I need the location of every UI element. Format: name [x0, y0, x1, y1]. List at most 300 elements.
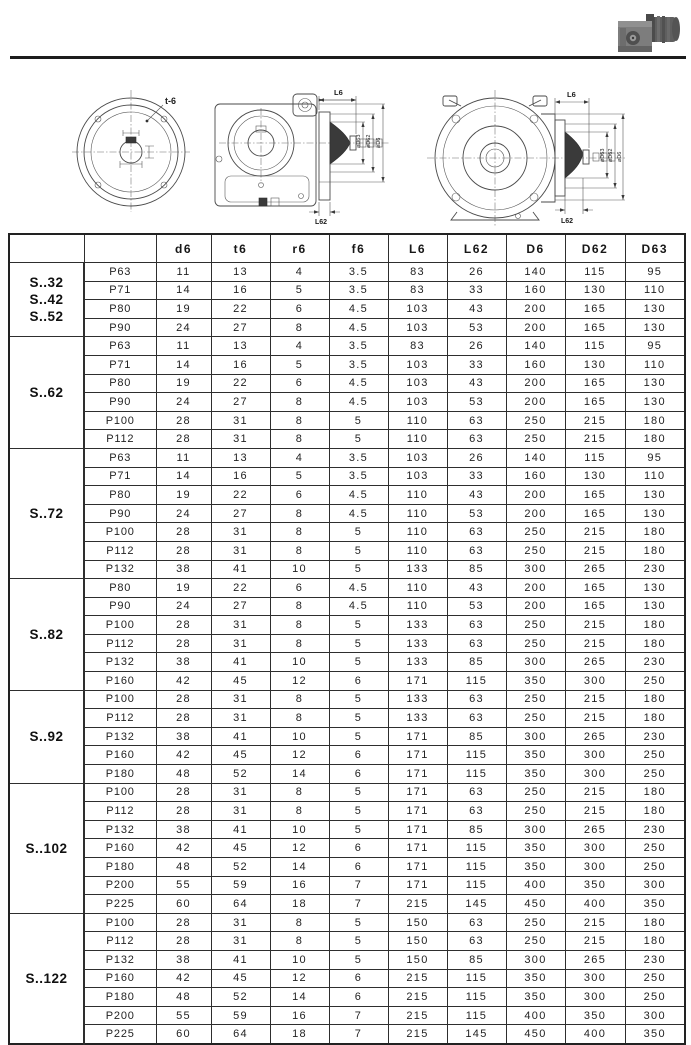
dimension-value-cell: 250 [506, 690, 565, 709]
table-row [9, 690, 685, 709]
header-row [9, 234, 685, 263]
dimension-value-cell: 165 [565, 504, 625, 523]
table-row [9, 616, 685, 635]
dimension-value-cell: 5 [329, 932, 388, 951]
table-row [9, 300, 685, 319]
motor-size-cell: P160 [84, 672, 156, 691]
dimension-value-cell: 110 [388, 579, 447, 598]
dimension-value-cell: 33 [447, 355, 506, 374]
dimension-value-cell: 180 [625, 913, 685, 932]
dimension-value-cell: 150 [388, 932, 447, 951]
dimension-value-cell: 215 [565, 913, 625, 932]
dimension-value-cell: 130 [625, 579, 685, 598]
dimension-value-cell: 5 [329, 783, 388, 802]
dimension-value-cell: 115 [565, 263, 625, 282]
dim-label-L6: L6 [334, 88, 343, 97]
dimension-value-cell: 300 [506, 727, 565, 746]
dimension-value-cell: 12 [270, 839, 329, 858]
dimension-value-cell: 8 [270, 541, 329, 560]
dimension-value-cell: 38 [156, 653, 211, 672]
table-row [9, 355, 685, 374]
dimension-value-cell: 11 [156, 337, 211, 356]
table-row [9, 876, 685, 895]
dimension-value-cell: 19 [156, 374, 211, 393]
dimension-value-cell: 6 [329, 746, 388, 765]
dimension-value-cell: 14 [270, 988, 329, 1007]
dimension-value-cell: 300 [625, 1006, 685, 1025]
dimension-value-cell: 8 [270, 430, 329, 449]
dimension-value-cell: 350 [565, 876, 625, 895]
dimension-value-cell: 52 [211, 765, 270, 784]
dimension-value-cell: 5 [329, 411, 388, 430]
motor-size-cell: P100 [84, 616, 156, 635]
dimension-value-cell: 300 [565, 765, 625, 784]
dimension-value-cell: 8 [270, 504, 329, 523]
dimension-value-cell: 130 [565, 355, 625, 374]
table-row [9, 560, 685, 579]
dimension-value-cell: 42 [156, 746, 211, 765]
motor-size-cell: P225 [84, 895, 156, 914]
dimension-value-cell: 230 [625, 653, 685, 672]
motor-size-cell: P80 [84, 300, 156, 319]
dimension-value-cell: 31 [211, 783, 270, 802]
dimension-value-cell: 3.5 [329, 281, 388, 300]
dimension-value-cell: 350 [625, 895, 685, 914]
series-group-label [9, 690, 84, 783]
dimension-value-cell: 8 [270, 783, 329, 802]
dimension-value-cell: 16 [270, 876, 329, 895]
motor-size-cell: P112 [84, 430, 156, 449]
dimension-value-cell: 215 [565, 802, 625, 821]
motor-size-cell: P112 [84, 634, 156, 653]
motor-size-cell: P80 [84, 486, 156, 505]
dimension-value-cell: 5 [270, 355, 329, 374]
dimension-value-cell: 265 [565, 653, 625, 672]
dimension-value-cell: 52 [211, 988, 270, 1007]
dimension-value-cell: 45 [211, 746, 270, 765]
dim-label-D62: ⌀D62 [608, 148, 614, 162]
dimension-value-cell: 180 [625, 523, 685, 542]
series-group-label-line: S..102 [25, 840, 68, 856]
bolt-hole-icon [530, 193, 538, 201]
table-row [9, 765, 685, 784]
dimension-value-cell: 27 [211, 393, 270, 412]
motor-size-cell: P90 [84, 504, 156, 523]
dimension-value-cell: 250 [506, 430, 565, 449]
dimension-value-cell: 215 [565, 523, 625, 542]
dimension-value-cell: 200 [506, 486, 565, 505]
dimension-value-cell: 215 [565, 616, 625, 635]
motor-size-cell: P112 [84, 541, 156, 560]
series-group-label-line: S..52 [29, 309, 64, 325]
dimension-value-cell: 250 [625, 988, 685, 1007]
dimension-value-cell: 115 [447, 988, 506, 1007]
dimension-value-cell: 180 [625, 709, 685, 728]
dimension-value-cell: 12 [270, 672, 329, 691]
motor-size-cell: P132 [84, 950, 156, 969]
motor-size-cell: P132 [84, 653, 156, 672]
table-row [9, 634, 685, 653]
dimension-value-cell: 110 [388, 504, 447, 523]
dimension-value-cell: 5 [329, 950, 388, 969]
dimension-value-cell: 22 [211, 579, 270, 598]
table-row [9, 541, 685, 560]
dimension-value-cell: 171 [388, 839, 447, 858]
dimension-value-cell: 85 [447, 560, 506, 579]
dimension-value-cell: 27 [211, 504, 270, 523]
dimension-value-cell: 5 [329, 913, 388, 932]
gearmotor-illustration [618, 14, 680, 52]
dimension-value-cell: 63 [447, 690, 506, 709]
dimension-value-cell: 42 [156, 839, 211, 858]
dimension-value-cell: 300 [506, 820, 565, 839]
dimension-value-cell: 115 [447, 746, 506, 765]
dimension-value-cell: 250 [506, 932, 565, 951]
dimension-value-cell: 133 [388, 616, 447, 635]
dimension-value-cell: 22 [211, 374, 270, 393]
dimension-value-cell: 350 [506, 969, 565, 988]
dimension-value-cell: 3.5 [329, 355, 388, 374]
dimension-value-cell: 31 [211, 616, 270, 635]
dim-label-D63: ⌀D63 [356, 134, 362, 148]
dimension-value-cell: 350 [506, 839, 565, 858]
dimension-value-cell: 171 [388, 727, 447, 746]
table-row [9, 858, 685, 877]
dimension-value-cell: 8 [270, 393, 329, 412]
dimension-value-cell: 5 [329, 690, 388, 709]
dimension-value-cell: 16 [211, 355, 270, 374]
dimension-value-cell: 43 [447, 579, 506, 598]
dimension-value-cell: 5 [270, 281, 329, 300]
dimension-value-cell: 4 [270, 263, 329, 282]
dimension-value-cell: 8 [270, 932, 329, 951]
dimension-value-cell: 110 [625, 355, 685, 374]
dimension-value-cell: 160 [506, 467, 565, 486]
motor-size-cell: P90 [84, 393, 156, 412]
dim-label-L62: L62 [561, 218, 574, 225]
table-row [9, 393, 685, 412]
dimension-value-cell: 250 [506, 523, 565, 542]
dimension-value-cell: 5 [329, 634, 388, 653]
motor-size-cell: P63 [84, 337, 156, 356]
dimension-value-cell: 250 [506, 709, 565, 728]
dimension-value-cell: 250 [625, 672, 685, 691]
bolt-hole-icon [452, 115, 460, 123]
dimension-value-cell: 85 [447, 820, 506, 839]
motor-size-cell: P71 [84, 467, 156, 486]
dimension-value-cell: 10 [270, 727, 329, 746]
dimension-value-cell: 250 [506, 913, 565, 932]
series-group-label [9, 448, 84, 578]
dimension-value-cell: 250 [625, 765, 685, 784]
table-row [9, 597, 685, 616]
motor-size-cell: P160 [84, 839, 156, 858]
dimension-value-cell: 171 [388, 802, 447, 821]
dimension-value-cell: 450 [506, 1025, 565, 1044]
series-group-label-line: S..82 [29, 626, 64, 642]
dimension-value-cell: 42 [156, 969, 211, 988]
dimension-value-cell: 230 [625, 560, 685, 579]
dimension-value-cell: 5 [329, 820, 388, 839]
dimension-value-cell: 7 [329, 895, 388, 914]
dimension-value-cell: 45 [211, 969, 270, 988]
dimension-value-cell: 165 [565, 300, 625, 319]
motor-size-cell: P132 [84, 820, 156, 839]
dimension-value-cell: 48 [156, 858, 211, 877]
dim-label-D63: ⌀D63 [600, 148, 606, 162]
dimension-value-cell: 3.5 [329, 448, 388, 467]
header-corner-series [9, 234, 84, 263]
dimension-value-cell: 250 [625, 969, 685, 988]
dimension-value-cell: 52 [211, 858, 270, 877]
dimension-value-cell: 115 [447, 969, 506, 988]
dimension-value-cell: 19 [156, 300, 211, 319]
dimension-value-cell: 215 [565, 634, 625, 653]
dimension-value-cell: 4.5 [329, 300, 388, 319]
dimension-value-cell: 24 [156, 318, 211, 337]
motor-size-cell: P160 [84, 746, 156, 765]
dimension-value-cell: 265 [565, 727, 625, 746]
motor-size-cell: P132 [84, 560, 156, 579]
dimension-value-cell: 133 [388, 634, 447, 653]
dimension-value-cell: 28 [156, 783, 211, 802]
series-group-label-line: S..32 [29, 275, 64, 291]
motor-size-cell: P71 [84, 281, 156, 300]
dimension-value-cell: 115 [447, 839, 506, 858]
dimension-value-cell: 3.5 [329, 467, 388, 486]
dimension-value-cell: 27 [211, 597, 270, 616]
dimension-value-cell: 160 [506, 355, 565, 374]
dimension-value-cell: 130 [565, 281, 625, 300]
dim-label-L6: L6 [567, 90, 576, 99]
dimension-value-cell: 8 [270, 616, 329, 635]
dimension-value-cell: 133 [388, 653, 447, 672]
dimension-value-cell: 215 [565, 783, 625, 802]
dimension-value-cell: 115 [565, 337, 625, 356]
series-group-label-line: S..72 [29, 506, 64, 522]
dimension-value-cell: 300 [565, 746, 625, 765]
dimension-value-cell: 133 [388, 560, 447, 579]
dimension-value-cell: 41 [211, 653, 270, 672]
column-header-r6: r6 [270, 234, 329, 263]
table-row [9, 263, 685, 282]
gearbox-side-drawing [203, 84, 393, 226]
dimension-value-cell: 103 [388, 467, 447, 486]
dimension-value-cell: 60 [156, 1025, 211, 1044]
dimension-value-cell: 265 [565, 820, 625, 839]
header-corner-size [84, 234, 156, 263]
dimension-value-cell: 6 [329, 765, 388, 784]
dimension-value-cell: 26 [447, 337, 506, 356]
dimension-value-cell: 165 [565, 393, 625, 412]
dimension-value-cell: 5 [329, 727, 388, 746]
dimension-value-cell: 63 [447, 523, 506, 542]
dimension-value-cell: 63 [447, 616, 506, 635]
dimension-value-cell: 110 [388, 523, 447, 542]
dimension-value-cell: 350 [506, 988, 565, 1007]
table-row [9, 337, 685, 356]
motor-size-cell: P100 [84, 411, 156, 430]
dimension-value-cell: 10 [270, 950, 329, 969]
table-row [9, 746, 685, 765]
column-header-D6: D6 [506, 234, 565, 263]
dimension-value-cell: 63 [447, 783, 506, 802]
dimension-value-cell: 6 [329, 839, 388, 858]
dimension-value-cell: 115 [447, 672, 506, 691]
dimension-value-cell: 110 [625, 467, 685, 486]
table-row [9, 988, 685, 1007]
dimension-value-cell: 5 [329, 541, 388, 560]
table-row [9, 839, 685, 858]
dimension-value-cell: 4.5 [329, 374, 388, 393]
dimension-value-cell: 28 [156, 709, 211, 728]
dimension-value-cell: 4.5 [329, 318, 388, 337]
dimension-value-cell: 28 [156, 411, 211, 430]
dimension-value-cell: 38 [156, 820, 211, 839]
dimension-value-cell: 6 [270, 486, 329, 505]
series-group-label [9, 579, 84, 691]
dimension-value-cell: 165 [565, 318, 625, 337]
table-row [9, 783, 685, 802]
dimension-value-cell: 12 [270, 969, 329, 988]
dimension-value-cell: 31 [211, 690, 270, 709]
dim-label-D6: ⌀D6 [376, 137, 382, 148]
dimension-value-cell: 230 [625, 950, 685, 969]
dimension-value-cell: 24 [156, 597, 211, 616]
bolt-hole-icon [530, 115, 538, 123]
dimension-value-cell: 7 [329, 876, 388, 895]
dimension-value-cell: 103 [388, 355, 447, 374]
motor-size-cell: P112 [84, 932, 156, 951]
dimension-value-cell: 10 [270, 653, 329, 672]
dimension-value-cell: 48 [156, 765, 211, 784]
dimension-value-cell: 28 [156, 690, 211, 709]
dimension-value-cell: 200 [506, 597, 565, 616]
dimension-value-cell: 400 [506, 876, 565, 895]
dimension-value-cell: 8 [270, 634, 329, 653]
motor-size-cell: P180 [84, 858, 156, 877]
table-row [9, 709, 685, 728]
dimension-value-cell: 250 [506, 541, 565, 560]
dimension-value-cell: 64 [211, 1025, 270, 1044]
table-row [9, 895, 685, 914]
dimension-value-cell: 8 [270, 318, 329, 337]
table-row [9, 672, 685, 691]
dimension-value-cell: 300 [506, 653, 565, 672]
dimension-value-cell: 38 [156, 950, 211, 969]
dimension-value-cell: 165 [565, 579, 625, 598]
dimension-value-cell: 110 [388, 486, 447, 505]
dimension-value-cell: 41 [211, 950, 270, 969]
motor-size-cell: P112 [84, 802, 156, 821]
dimension-value-cell: 13 [211, 448, 270, 467]
motor-size-cell: P100 [84, 690, 156, 709]
dimension-value-cell: 5 [329, 709, 388, 728]
dimension-value-cell: 130 [625, 300, 685, 319]
dimension-value-cell: 350 [506, 858, 565, 877]
dimension-value-cell: 180 [625, 802, 685, 821]
dimension-value-cell: 27 [211, 318, 270, 337]
dimension-value-cell: 59 [211, 876, 270, 895]
dimension-value-cell: 200 [506, 374, 565, 393]
dimension-value-cell: 64 [211, 895, 270, 914]
motor-size-cell: P90 [84, 318, 156, 337]
motor-size-cell: P100 [84, 783, 156, 802]
dimension-value-cell: 55 [156, 1006, 211, 1025]
table-row [9, 727, 685, 746]
dimension-value-cell: 130 [625, 597, 685, 616]
dimension-value-cell: 26 [447, 263, 506, 282]
dimension-value-cell: 450 [506, 895, 565, 914]
dimension-value-cell: 24 [156, 504, 211, 523]
dimension-value-cell: 13 [211, 263, 270, 282]
dimension-value-cell: 14 [156, 281, 211, 300]
dimension-value-cell: 180 [625, 411, 685, 430]
dimension-value-cell: 160 [506, 281, 565, 300]
dimension-value-cell: 200 [506, 579, 565, 598]
dimension-value-cell: 85 [447, 950, 506, 969]
dimension-value-cell: 215 [565, 690, 625, 709]
dimension-value-cell: 6 [270, 374, 329, 393]
dimension-value-cell: 103 [388, 300, 447, 319]
dimension-value-cell: 28 [156, 523, 211, 542]
dimension-value-cell: 300 [565, 672, 625, 691]
dimension-value-cell: 11 [156, 263, 211, 282]
dimension-value-cell: 300 [506, 560, 565, 579]
dimension-value-cell: 215 [388, 895, 447, 914]
table-row [9, 486, 685, 505]
dimension-value-cell: 103 [388, 393, 447, 412]
column-header-t6: t6 [211, 234, 270, 263]
dimension-value-cell: 63 [447, 932, 506, 951]
dimension-value-cell: 60 [156, 895, 211, 914]
dimension-value-cell: 14 [156, 355, 211, 374]
dimension-value-cell: 55 [156, 876, 211, 895]
series-group-label-line: S..92 [29, 729, 64, 745]
dimension-value-cell: 33 [447, 467, 506, 486]
dimension-value-cell: 5 [329, 653, 388, 672]
dimension-value-cell: 300 [565, 969, 625, 988]
dimension-value-cell: 8 [270, 523, 329, 542]
dimension-value-cell: 115 [447, 858, 506, 877]
dimension-value-cell: 171 [388, 858, 447, 877]
motor-size-cell: P80 [84, 374, 156, 393]
dimension-value-cell: 28 [156, 616, 211, 635]
dimension-value-cell: 83 [388, 337, 447, 356]
motor-size-cell: P90 [84, 597, 156, 616]
dimension-value-cell: 140 [506, 448, 565, 467]
dimension-value-cell: 4.5 [329, 579, 388, 598]
dimension-value-cell: 43 [447, 486, 506, 505]
motor-size-cell: P71 [84, 355, 156, 374]
dimension-value-cell: 300 [625, 876, 685, 895]
dimension-value-cell: 31 [211, 802, 270, 821]
column-header-L6: L6 [388, 234, 447, 263]
dimension-value-cell: 130 [625, 318, 685, 337]
dimension-value-cell: 265 [565, 560, 625, 579]
dimension-value-cell: 38 [156, 560, 211, 579]
dimension-value-cell: 5 [329, 616, 388, 635]
flange-section-label: t-6 [165, 96, 176, 106]
dimension-value-cell: 250 [625, 746, 685, 765]
dimension-value-cell: 165 [565, 374, 625, 393]
dimension-value-cell: 215 [565, 430, 625, 449]
motor-size-cell: P200 [84, 1006, 156, 1025]
dimension-value-cell: 4 [270, 337, 329, 356]
dimension-value-cell: 16 [270, 1006, 329, 1025]
dimension-value-cell: 14 [270, 858, 329, 877]
dimension-value-cell: 350 [506, 765, 565, 784]
